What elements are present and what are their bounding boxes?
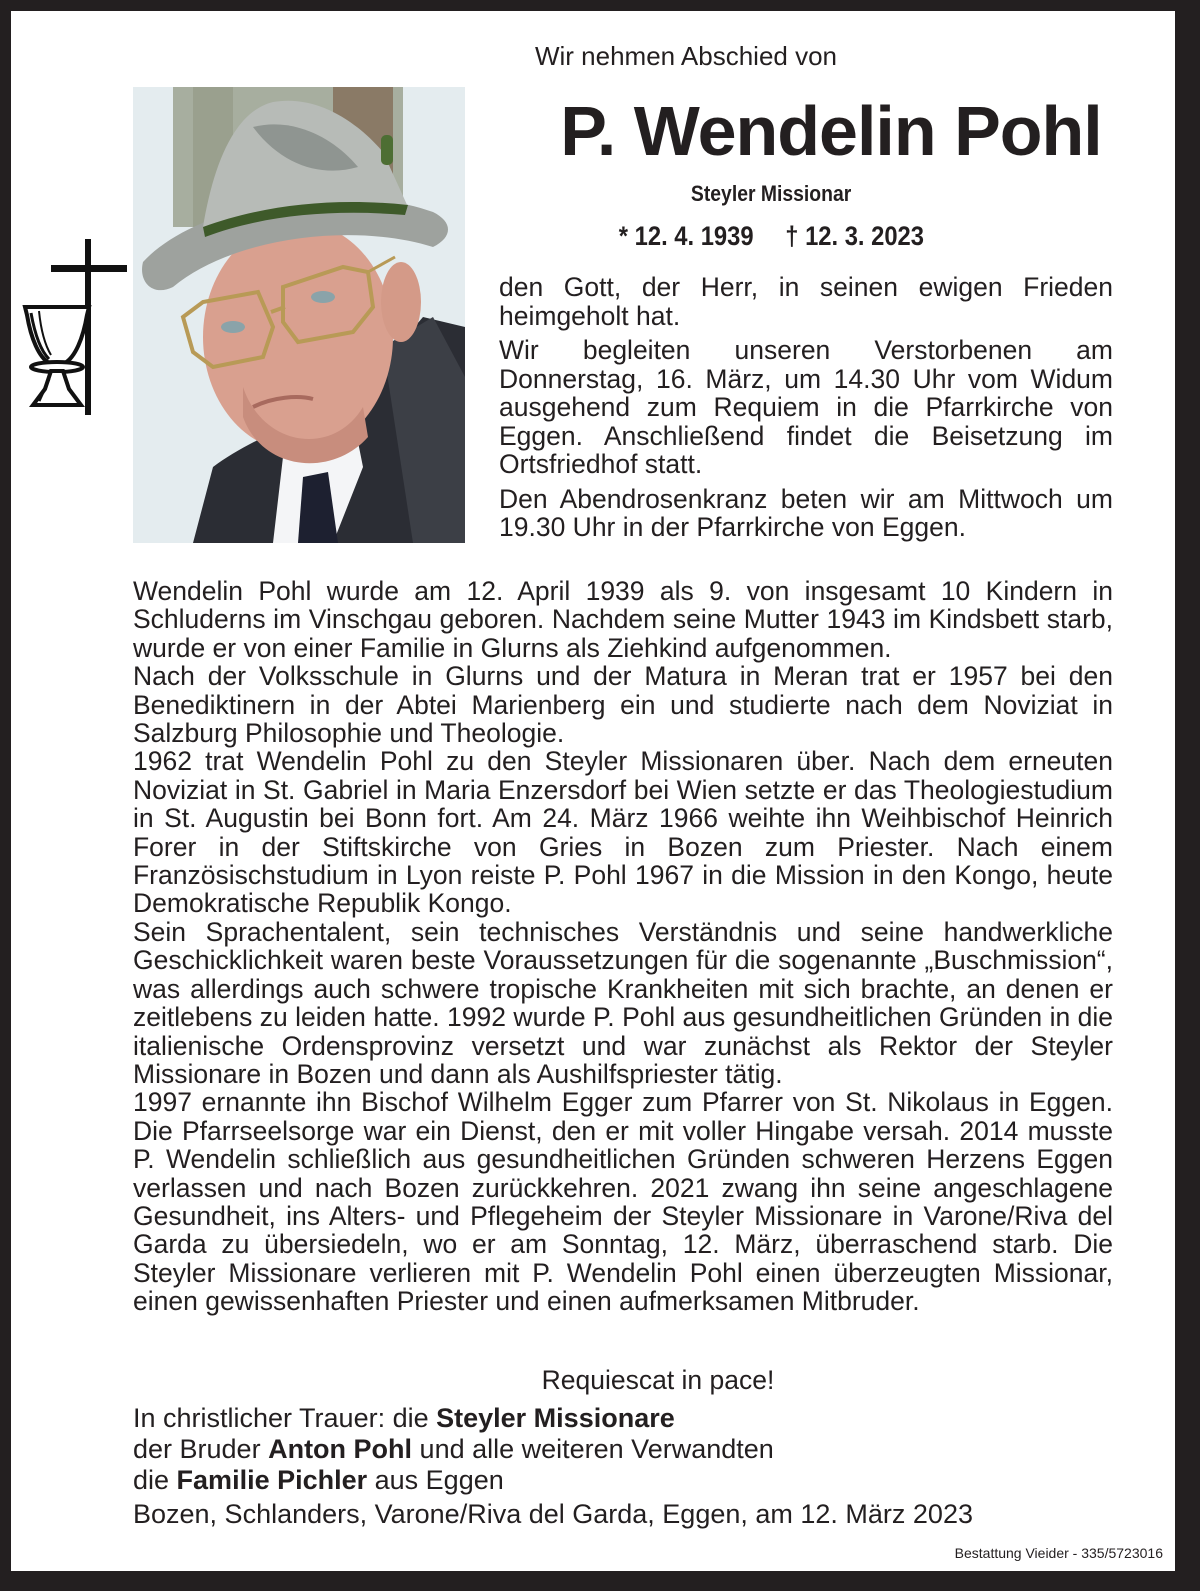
mourner-name: Anton Pohl xyxy=(268,1434,413,1464)
announcement-paragraph: Wir begleiten unseren Verstorbenen am Donnerstag, 16. März, um 14.30 Uhr vom Widum ausgehend zum Requiem in die Pfarrkirche von Eggen. Anschließend findet die Beisetzung im Ortsfriedhof statt. xyxy=(499,335,1113,479)
deceased-name xyxy=(521,91,1141,171)
obituary-card xyxy=(11,11,1175,1571)
cross-and-chalice-icon xyxy=(17,239,127,415)
biography-paragraph: 1997 ernannte ihn Bischof Wilhelm Egger zum Pfarrer von St. Nikolaus in Eggen. Die Pfarrseelsorge war ein Dienst, den er mit voller Hingabe versah. 2014 musste P. Wendelin schließlich aus gesundheitlichen Gründen schweren Herzens Eggen verlassen und nach Bozen zurückkehren. 2021 zwang ihn seine angeschlagene Gesundheit, ins Alters- und Pflegeheim der Steyler Missionare in Varone/Riva del Garda zu übersiedeln, wo er am Sonntag, 12. März, überraschend starb. Die Steyler Missionare verlieren mit P. Wendelin Pohl einen überzeugten Missionar, einen gewissenhaften Priester und einen aufmerksamen Mitbruder. xyxy=(133,1087,1113,1317)
requiescat-text: Requiescat in pace! xyxy=(541,1365,775,1395)
biography-paragraph: Nach der Volksschule in Glurns und der Matura in Meran trat er 1957 bei den Benediktinern in der Abtei Marienberg ein und studierte nach dem Noviziat in Salzburg Philosophie und Theologie. xyxy=(133,661,1113,749)
undertaker-credit xyxy=(955,1545,1163,1561)
announcement-text xyxy=(499,273,1113,548)
deceased-name-text: P. Wendelin Pohl xyxy=(560,92,1102,170)
biography-text xyxy=(133,577,1113,1316)
portrait-photo xyxy=(133,87,465,543)
undertaker-text: Bestattung Vieider - 335/5723016 xyxy=(954,1545,1163,1561)
announcement-paragraph: Den Abendrosenkranz beten wir am Mittwoch um 19.30 Uhr in der Pfarrkirche von Eggen. xyxy=(499,483,1113,542)
mourner-line xyxy=(133,1403,1113,1434)
place-date-text: Bozen, Schlanders, Varone/Riva del Garda, Eggen, am 12. März 2023 xyxy=(133,1499,973,1529)
mourner-prefix: der Bruder xyxy=(133,1434,269,1464)
intro-line xyxy=(501,41,871,72)
mourner-line xyxy=(133,1465,1113,1496)
mourner-prefix: In christlicher Trauer: die xyxy=(133,1403,437,1433)
requiescat-line xyxy=(133,1365,1113,1396)
birth-date: * 12. 4. 1939 xyxy=(618,221,754,251)
deceased-role xyxy=(571,181,971,207)
biography-paragraph: Sein Sprachentalent, sein technisches Verständnis und seine handwerkliche Geschicklichkeit waren beste Voraussetzungen für die sogenannte „Buschmission“, was allerdings auch schwere tropische Krankheiten mit sich brachte, an denen er zeitlebens zu leiden hatte. 1992 wurde P. Pohl aus gesundheitlichen Gründen in die italienische Ordensprovinz versetzt und war zunächst als Rektor der Steyler Missionare in Bozen und dann als Aushilfspriester tätig. xyxy=(133,916,1113,1089)
intro-text: Wir nehmen Abschied von xyxy=(534,41,838,71)
mourner-prefix: die xyxy=(133,1465,177,1495)
place-and-date xyxy=(133,1499,1113,1530)
mourner-line xyxy=(133,1434,1113,1465)
role-text: Steyler Missionar xyxy=(690,181,852,206)
biography-paragraph: Wendelin Pohl wurde am 12. April 1939 als 9. von insgesamt 10 Kindern in Schluderns im Vinschgau geboren. Nachdem seine Mutter 1943 im Kindsbett starb, wurde er von einer Familie in Glurns als Ziehkind aufgenommen. xyxy=(133,576,1113,663)
mourners-list xyxy=(133,1403,1113,1496)
biography-paragraph: 1962 trat Wendelin Pohl zu den Steyler Missionaren über. Nach dem erneuten Noviziat in St. Gabriel in Maria Enzersdorf bei Wien setzte er das Theologiestudium in St. Augustin bei Bonn fort. Am 24. März 1966 weihte ihn Weihbischof Heinrich Forer in der Stiftskirche von Gries in Bozen zum Priester. Nach einem Französischstudium in Lyon reiste P. Pohl 1967 in die Mission in den Kongo, heute Demokratische Republik Kongo. xyxy=(133,746,1113,919)
death-date: † 12. 3. 2023 xyxy=(784,221,924,251)
mourner-suffix: aus Eggen xyxy=(367,1465,504,1495)
announcement-paragraph: den Gott, der Herr, in seinen ewigen Frieden heimgeholt hat. xyxy=(499,272,1113,331)
mourner-suffix: und alle weiteren Verwandten xyxy=(412,1434,774,1464)
mourner-name: Steyler Missionare xyxy=(436,1403,675,1433)
mourner-name: Familie Pichler xyxy=(176,1465,368,1495)
life-dates xyxy=(571,221,971,252)
